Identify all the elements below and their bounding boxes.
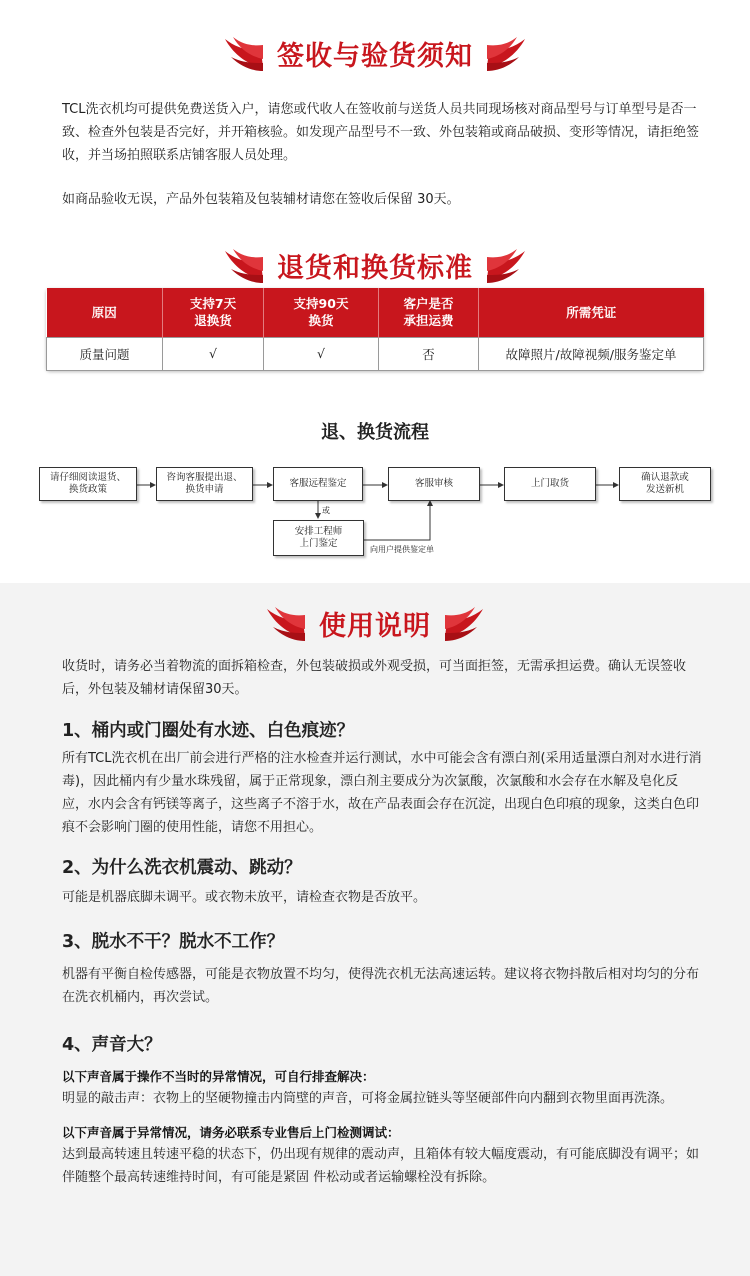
retain-packaging-note: 如商品验收无误，产品外包装箱及包装辅材请您在签收后保留 30天。 <box>62 192 460 207</box>
table-cell: 故障照片/故障视频/服务鉴定单 <box>479 337 704 370</box>
flow-title: 退、换货流程 <box>321 422 429 443</box>
flow-step: 确认退款或 发送新机 <box>619 467 711 501</box>
table-cell: 否 <box>379 337 479 370</box>
table-header: 所需凭证 <box>479 288 704 337</box>
usage-intro: 收货时，请务必当着物流的面拆箱检查，外包装破损或外观受损，可当面拒签，无需承担运费。确认无误签收后，外包装及辅材请保留30天。 <box>62 659 687 697</box>
signing-paragraph: TCL洗衣机均可提供免费送货入户，请您或代收人在签收前与送货人员共同现场核对商品型号与订单型号是否一致、检查外包装是否完好，并开箱核验。如发现产品型号不一致、外包装箱或商品破损、变形等情况，请拒绝签收，并当场拍照联系店铺客服人员处理。 <box>62 102 700 163</box>
faq-subheading: 以下声音属于异常情况，请务必联系专业售后上门检测调试： <box>62 1125 400 1140</box>
faq-question: 4、声音大？ <box>62 1035 162 1055</box>
faq-question: 3、脱水不干？脱水不工作？ <box>62 932 285 952</box>
table-cell: 质量问题 <box>47 337 163 370</box>
faq-answer: 达到最高转速且转速平稳的状态下，仍出现有规律的震动声，且箱体有较大幅度震动，有可能底脚没有调平；如伴随整个最高转速维持时间，有可能是紧固 件松动或者运输螺栓没有拆除。 <box>62 1147 700 1185</box>
flow-step: 请仔细阅读退货、 换货政策 <box>39 467 137 501</box>
section-title: 签收与验货须知 <box>277 40 473 72</box>
flow-note: 向用户提供鉴定单 <box>370 545 434 554</box>
faq-subheading: 以下声音属于操作不当时的异常情况，可自行排查解决： <box>62 1069 375 1084</box>
table-header: 支持90天 换货 <box>264 288 379 337</box>
flow-step: 客服远程鉴定 <box>273 467 363 501</box>
section-title: 退货和换货标准 <box>277 252 473 284</box>
faq-answer: 机器有平衡自检传感器，可能是衣物放置不均匀，使得洗衣机无法高速运转。建议将衣物抖散后相对均匀的分布在洗衣机桶内，再次尝试。 <box>62 967 700 1005</box>
flow-step: 上门取货 <box>504 467 596 501</box>
section-title: 使用说明 <box>319 610 431 642</box>
faq-answer: 明显的敲击声：衣物上的坚硬物撞击内筒壁的声音，可将金属拉链头等坚硬部件向内翻到衣物里面再洗涤。 <box>62 1091 674 1106</box>
flow-step: 客服审核 <box>388 467 480 501</box>
section-header-usage <box>0 598 750 648</box>
flow-or-label: 或 <box>322 506 330 515</box>
faq-answer: 所有TCL洗衣机在出厂前会进行严格的注水检查并运行测试，水中可能会含有漂白剂(采用适量漂白剂对水进行消毒)，因此桶内有少量水珠残留，属于正常现象，漂白剂主要成分为次氯酸，次氯酸和水会存在水解及皂化反应，水内会含有钙镁等离子，这些离子不溶于水，故在产品表面会存在沉淀，出现白色印痕的现象，这类白色印痕不会影响门圈的使用性能，请您不用担心。 <box>62 751 702 835</box>
table-header: 支持7天 退换货 <box>163 288 264 337</box>
faq-question: 2、为什么洗衣机震动、跳动？ <box>62 858 302 878</box>
flow-step: 咨询客服提出退、 换货申请 <box>156 467 253 501</box>
flow-arrow <box>364 501 430 540</box>
usage-section <box>0 583 750 1276</box>
flow-branch-step: 安排工程师 上门鉴定 <box>273 520 364 556</box>
table-cell: √ <box>264 337 379 370</box>
faq-question: 1、桶内或门圈处有水迹、白色痕迹？ <box>62 721 355 741</box>
table-header: 原因 <box>47 288 163 337</box>
right-wing-icon <box>443 603 487 643</box>
top-section <box>0 0 750 583</box>
table-header: 客户是否 承担运费 <box>379 288 479 337</box>
table-cell: √ <box>163 337 264 370</box>
left-wing-icon <box>263 603 307 643</box>
faq-answer: 可能是机器底脚未调平。或衣物未放平，请检查衣物是否放平。 <box>62 890 427 905</box>
